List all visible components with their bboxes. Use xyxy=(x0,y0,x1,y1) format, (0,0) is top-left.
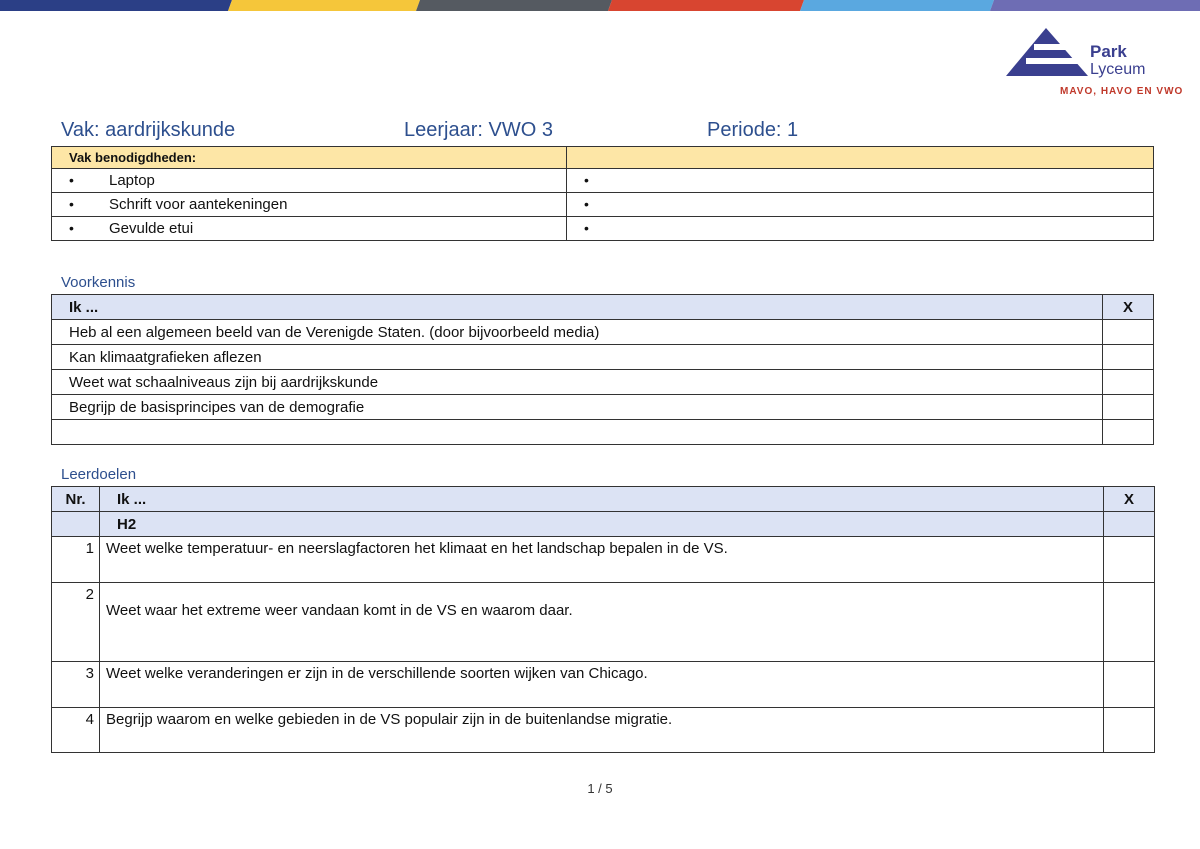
benodigdheden-item-empty xyxy=(567,193,1154,217)
leerdoel-nr: 3 xyxy=(52,662,100,708)
benodigdheden-item xyxy=(52,169,567,193)
bullet-icon: • xyxy=(69,172,74,188)
bullet-icon: • xyxy=(584,172,589,188)
table-row xyxy=(52,320,1154,345)
bullet-icon: • xyxy=(584,220,589,236)
park-lyceum-logo xyxy=(1004,26,1184,100)
table-row xyxy=(52,662,1155,708)
leerdoel-check-cell[interactable] xyxy=(1104,583,1155,662)
leerdoel-check-cell[interactable] xyxy=(1104,708,1155,753)
leerdoel-check-cell[interactable] xyxy=(1104,537,1155,583)
voorkennis-item: Weet wat schaalniveaus zijn bij aardrijkskunde xyxy=(52,370,1103,395)
voorkennis-check-cell[interactable] xyxy=(1103,370,1154,395)
benodigdheden-item-label: Gevulde etui xyxy=(109,220,194,237)
voorkennis-section-title: Voorkennis xyxy=(61,274,136,291)
leerdoel-text: Begrijp waarom en welke gebieden in de VS populair zijn in de buitenlandse migratie. xyxy=(100,708,1104,753)
leerdoel-text: Weet welke veranderingen er zijn in de verschillende soorten wijken van Chicago. xyxy=(100,662,1104,708)
voorkennis-item: Kan klimaatgrafieken aflezen xyxy=(52,345,1103,370)
voorkennis-item: Heb al een algemeen beeld van de Verenigde Staten. (door bijvoorbeeld media) xyxy=(52,320,1103,345)
leerdoel-nr: 1 xyxy=(52,537,100,583)
benodigdheden-table xyxy=(51,146,1154,241)
benodigdheden-item-empty xyxy=(567,217,1154,241)
leerdoelen-subheader-row xyxy=(52,512,1155,537)
voorkennis-item: Begrijp de basisprincipes van de demografie xyxy=(52,395,1103,420)
bullet-icon: • xyxy=(69,220,74,236)
page-number: 1 / 5 xyxy=(587,781,613,796)
logo-mark-icon xyxy=(1004,26,1088,78)
leerdoelen-col-x: X xyxy=(1104,487,1155,512)
voorkennis-check-cell[interactable] xyxy=(1103,395,1154,420)
voorkennis-table xyxy=(51,294,1154,445)
leerdoelen-section-title: Leerdoelen xyxy=(61,466,137,483)
leerdoelen-col-ik: Ik ... xyxy=(100,487,1104,512)
benodigdheden-row xyxy=(52,217,1154,241)
logo-tagline: MAVO, HAVO EN VWO xyxy=(1060,86,1184,97)
leerdoelen-subheader: H2 xyxy=(100,512,1104,537)
table-row xyxy=(52,370,1154,395)
voorkennis-check-cell[interactable] xyxy=(1103,420,1154,445)
benodigdheden-item-empty xyxy=(567,169,1154,193)
periode-heading: Periode: 1 xyxy=(707,119,799,141)
table-row xyxy=(52,583,1155,662)
leerdoel-text: Weet welke temperatuur- en neerslagfactoren het klimaat en het landschap bepalen in de VS. xyxy=(100,537,1104,583)
leerdoelen-subheader-x xyxy=(1104,512,1155,537)
logo-name-park: Park xyxy=(1090,42,1127,61)
bullet-icon: • xyxy=(69,196,74,212)
table-row xyxy=(52,395,1154,420)
leerdoelen-table xyxy=(51,486,1155,753)
logo-name-lyceum: Lyceum xyxy=(1090,61,1146,78)
table-row xyxy=(52,420,1154,445)
benodigdheden-item xyxy=(52,193,567,217)
benodigdheden-title: Vak benodigdheden: xyxy=(52,147,567,169)
benodigdheden-row xyxy=(52,193,1154,217)
benodigdheden-header-empty xyxy=(567,147,1154,169)
leerdoel-nr: 2 xyxy=(52,583,100,662)
voorkennis-item-empty[interactable] xyxy=(52,420,1103,445)
benodigdheden-row xyxy=(52,169,1154,193)
benodigdheden-item xyxy=(52,217,567,241)
table-row xyxy=(52,708,1155,753)
leerdoelen-subheader-empty xyxy=(52,512,100,537)
voorkennis-check-cell[interactable] xyxy=(1103,345,1154,370)
bullet-icon: • xyxy=(584,196,589,212)
benodigdheden-header-row xyxy=(52,147,1154,169)
leerdoel-nr: 4 xyxy=(52,708,100,753)
table-row xyxy=(52,345,1154,370)
leerdoel-text: Weet waar het extreme weer vandaan komt in de VS en waarom daar. xyxy=(100,583,1104,662)
voorkennis-check-cell[interactable] xyxy=(1103,320,1154,345)
leerdoelen-header-row xyxy=(52,487,1155,512)
leerjaar-heading: Leerjaar: VWO 3 xyxy=(404,119,553,141)
voorkennis-col-ik: Ik ... xyxy=(52,295,1103,320)
brand-color-bar xyxy=(0,0,1200,11)
table-row xyxy=(52,537,1155,583)
vak-heading: Vak: aardrijkskunde xyxy=(61,119,236,141)
voorkennis-header-row xyxy=(52,295,1154,320)
leerdoelen-col-nr: Nr. xyxy=(52,487,100,512)
voorkennis-col-x: X xyxy=(1103,295,1154,320)
leerdoel-check-cell[interactable] xyxy=(1104,662,1155,708)
benodigdheden-item-label: Schrift voor aantekeningen xyxy=(109,196,288,213)
benodigdheden-item-label: Laptop xyxy=(109,172,155,189)
